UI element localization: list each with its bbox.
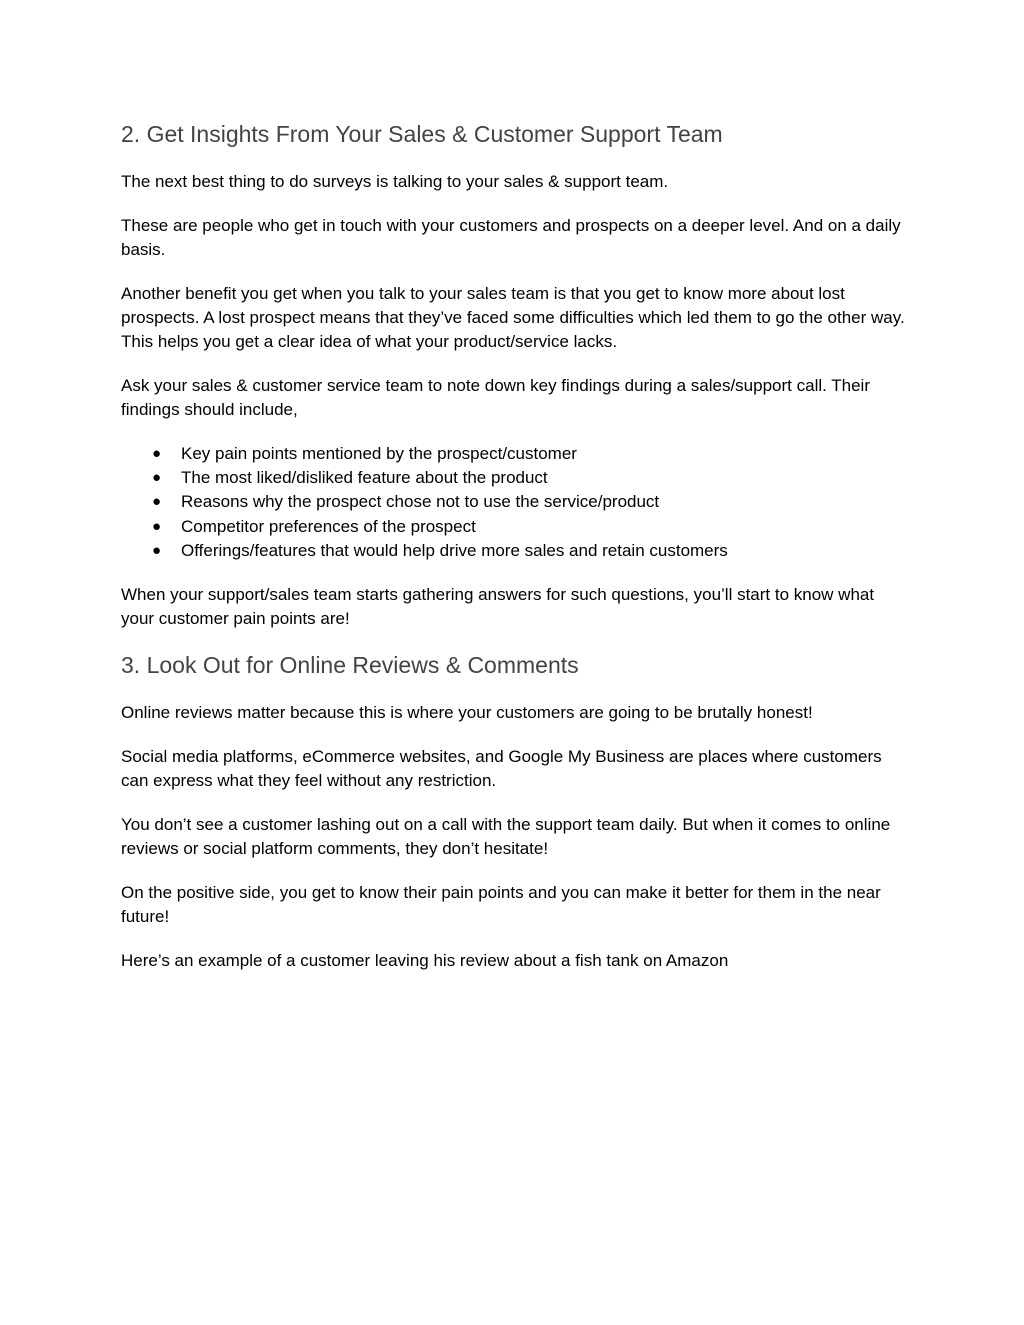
bullet-icon: ● (152, 469, 162, 487)
list-item-text: The most liked/disliked feature about the product (181, 468, 548, 488)
list-item (121, 466, 911, 490)
list-item-text: Offerings/features that would help drive more sales and retain customers (181, 540, 728, 560)
list-item (121, 442, 911, 466)
section-3-paragraph: You don’t see a customer lashing out on a call with the support team daily. But when it comes to online reviews or social platform comments, they don’t hesitate! (121, 815, 891, 859)
section-2-paragraph: Ask your sales & customer service team to note down key findings during a sales/support call. Their findings should include, (121, 376, 870, 419)
section-3-paragraph: Here’s an example of a customer leaving his review about a fish tank on Amazon (121, 951, 729, 971)
list-item (121, 539, 911, 563)
list-item-text: Key pain points mentioned by the prospect/customer (181, 444, 577, 463)
list-item-text: Reasons why the prospect chose not to use the service/product (181, 492, 660, 512)
bullet-icon: ● (152, 493, 162, 511)
list-item-text: Competitor preferences of the prospect (181, 516, 476, 536)
document-page (121, 112, 911, 973)
section-3-paragraph: Social media platforms, eCommerce websites, and Google My Business are places where customers can express what they feel without any restriction. (121, 747, 882, 791)
list-item (121, 490, 911, 514)
bullet-icon: ● (152, 445, 162, 462)
list-item (121, 515, 911, 539)
findings-list (121, 442, 911, 563)
section-2-paragraph: These are people who get in touch with your customers and prospects on a deeper level. And on a daily basis. (121, 216, 901, 259)
section-2-paragraph: Another benefit you get when you talk to your sales team is that you get to know more about lost prospects. A lost prospect means that they’ve faced some difficulties which led them to go the other way. This helps you get a clear idea of what your product/service lacks. (121, 284, 905, 351)
bullet-icon: ● (152, 517, 162, 535)
bullet-icon: ● (152, 541, 162, 559)
section-3-paragraph: Online reviews matter because this is where your customers are going to be brutally honest! (121, 703, 813, 723)
section-2-closing: When your support/sales team starts gathering answers for such questions, you’ll start to know what your customer pain points are! (121, 585, 875, 629)
section-3-heading: 3. Look Out for Online Reviews & Comments (121, 652, 579, 679)
section-2-paragraph: The next best thing to do surveys is talking to your sales & support team. (121, 172, 669, 191)
section-2-heading: 2. Get Insights From Your Sales & Customer Support Team (121, 121, 723, 147)
section-3-paragraph: On the positive side, you get to know their pain points and you can make it better for them in the near future! (121, 883, 881, 927)
